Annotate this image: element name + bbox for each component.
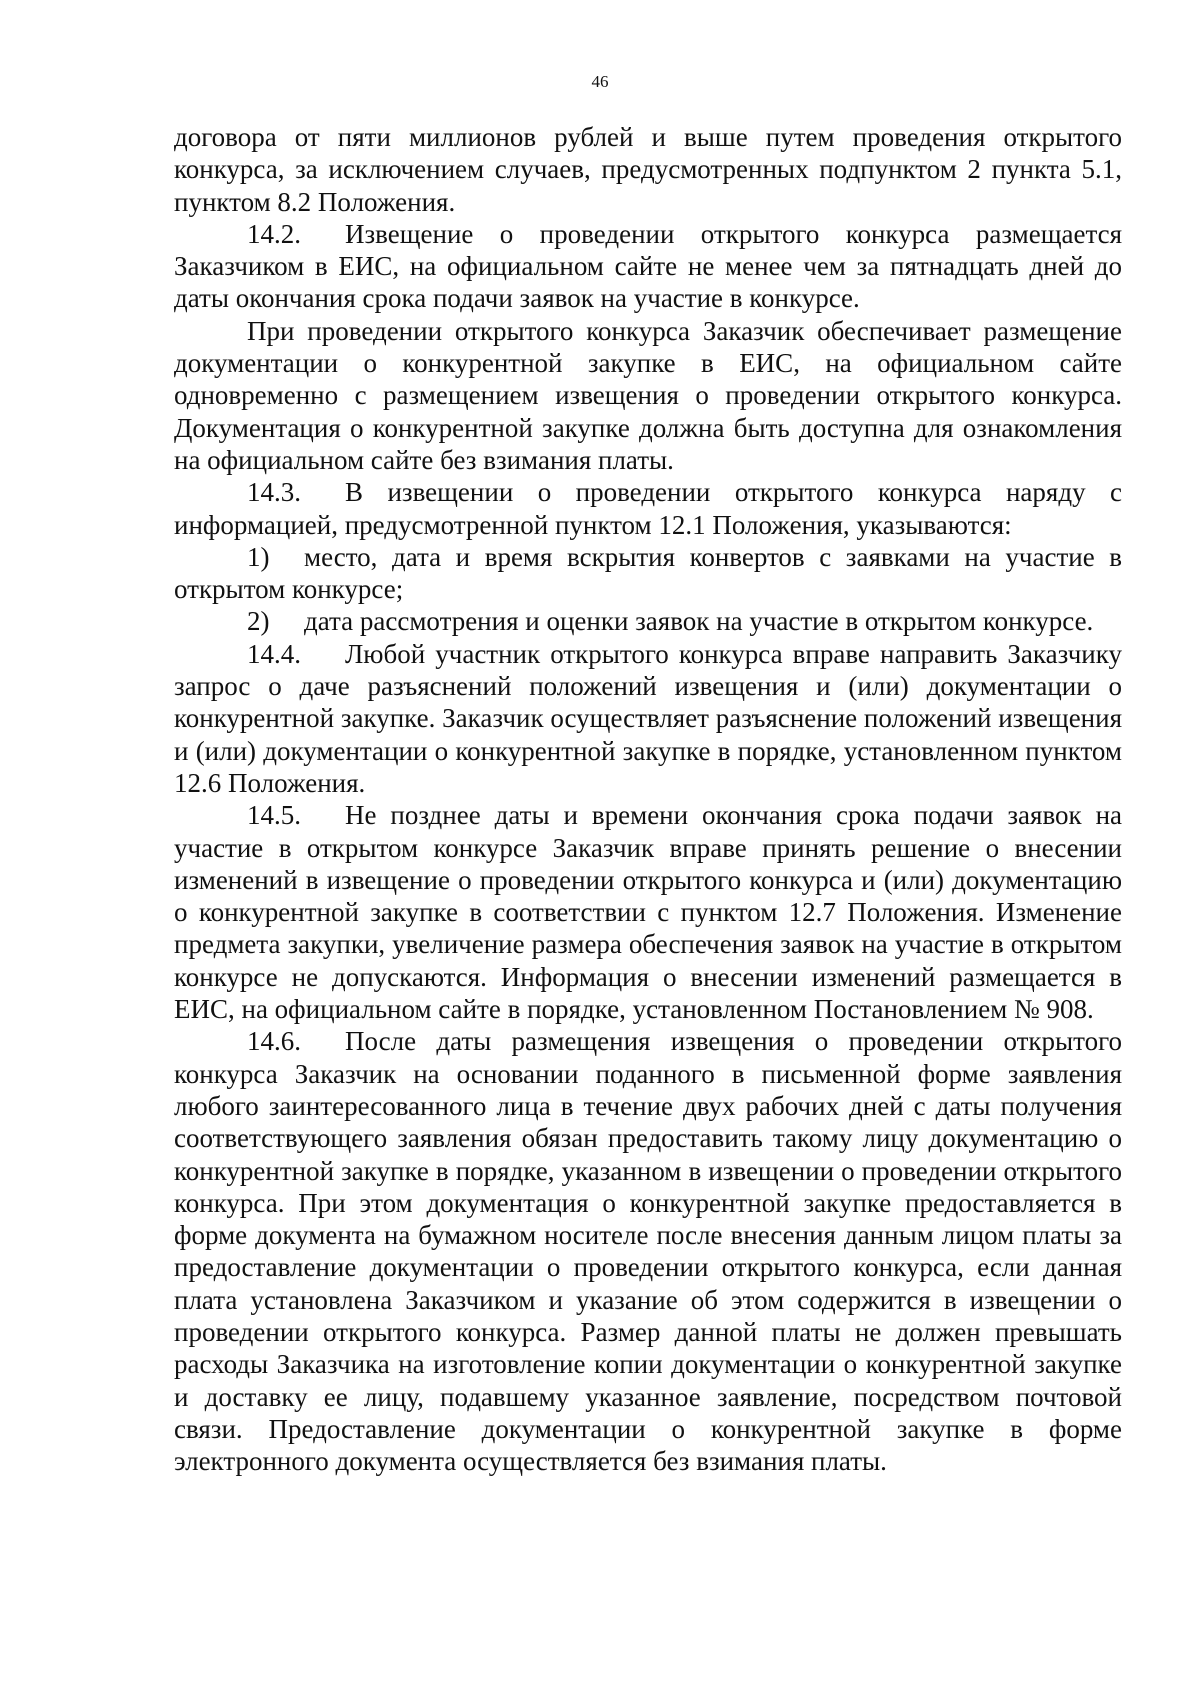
clause-14-6 bbox=[174, 1025, 1122, 1477]
clause-number: 14.4. bbox=[247, 638, 301, 669]
paragraph-continuation bbox=[174, 121, 1122, 218]
clause-14-5 bbox=[174, 799, 1122, 1025]
list-item-1 bbox=[174, 541, 1122, 606]
clause-number: 14.2. bbox=[247, 218, 301, 249]
clause-text: В извещении о проведении открытого конкурса наряду с информацией, предусмотренной пунктом 12.1 Положения, указываются: bbox=[174, 477, 1122, 540]
list-item-number: 1) bbox=[247, 541, 270, 572]
page-number: 46 bbox=[591, 72, 609, 91]
clause-14-2 bbox=[174, 218, 1122, 315]
clause-14-3 bbox=[174, 476, 1122, 541]
clause-number: 14.5. bbox=[247, 800, 301, 831]
list-item-text: место, дата и время вскрытия конвертов с заявками на участие в открытом конкурсе; bbox=[174, 541, 1122, 605]
clause-number: 14.3. bbox=[247, 477, 301, 508]
clause-text: Не позднее даты и времени окончания срока подачи заявок на участие в открытом конкурсе Заказчик вправе принять решение о внесении изменений в извещение о проведении открытого конкурса и (или) документацию о конкурентной закупке в соответствии с пунктом 12.7 Положения. Изменение предмета закупки, увеличение размера обеспечения заявок на участие в открытом конкурсе не допускаются. Информация о внесении изменений размещается в ЕИС, на официальном сайте в порядке, установленном Постановлением № 908. bbox=[174, 800, 1122, 1025]
paragraph-text: договора от пяти миллионов рублей и выше путем проведения открытого конкурса, за исключением случаев, предусмотренных подпунктом 2 пункта 5.1, пунктом 8.2 Положения. bbox=[174, 122, 1122, 217]
clause-text: Извещение о проведении открытого конкурса размещается Заказчиком в ЕИС, на официальном сайте не менее чем за пятнадцать дней до даты окончания срока подачи заявок на участие в конкурсе. bbox=[174, 218, 1122, 314]
list-item-number: 2) bbox=[247, 606, 270, 637]
paragraph-text: При проведении открытого конкурса Заказчик обеспечивает размещение документации о конкурентной закупке в ЕИС, на официальном сайте одновременно с размещением извещения о проведении открытого конкурса. Документация о конкурентной закупке должна быть доступна для ознакомления на официальном сайте без взимания платы. bbox=[174, 315, 1122, 475]
document-body bbox=[174, 121, 1122, 1477]
list-item-2 bbox=[174, 605, 1122, 637]
list-item-text: дата рассмотрения и оценки заявок на участие в открытом конкурсе. bbox=[304, 606, 1094, 637]
clause-14-4 bbox=[174, 638, 1122, 799]
clause-number: 14.6. bbox=[247, 1026, 301, 1057]
clause-text: После даты размещения извещения о проведении открытого конкурса Заказчик на основании поданного в письменной форме заявления любого заинтересованного лица в течение двух рабочих дней с даты получения соответствующего заявления обязан предоставить такому лицу документацию о конкурентной закупке в порядке, указанном в извещении о проведении открытого конкурса. При этом документация о конкурентной закупке предоставляется в форме документа на бумажном носителе после внесения данным лицом платы за предоставление документации о проведении открытого конкурса, если данная плата установлена Заказчиком и указание об этом содержится в извещении о проведении открытого конкурса. Размер данной платы не должен превышать расходы Заказчика на изготовление копии документации о конкурентной закупке и доставку ее лицу, подавшему указанное заявление, посредством почтовой связи. Предоставление документации о конкурентной закупке в форме электронного документа осуществляется без взимания платы. bbox=[174, 1026, 1122, 1477]
paragraph-documentation bbox=[174, 315, 1122, 476]
clause-text: Любой участник открытого конкурса вправе направить Заказчику запрос о даче разъяснений положений извещения и (или) документации о конкурентной закупке. Заказчик осуществляет разъяснение положений извещения и (или) документации о конкурентной закупке в порядке, установленном пунктом 12.6 Положения. bbox=[174, 638, 1122, 798]
